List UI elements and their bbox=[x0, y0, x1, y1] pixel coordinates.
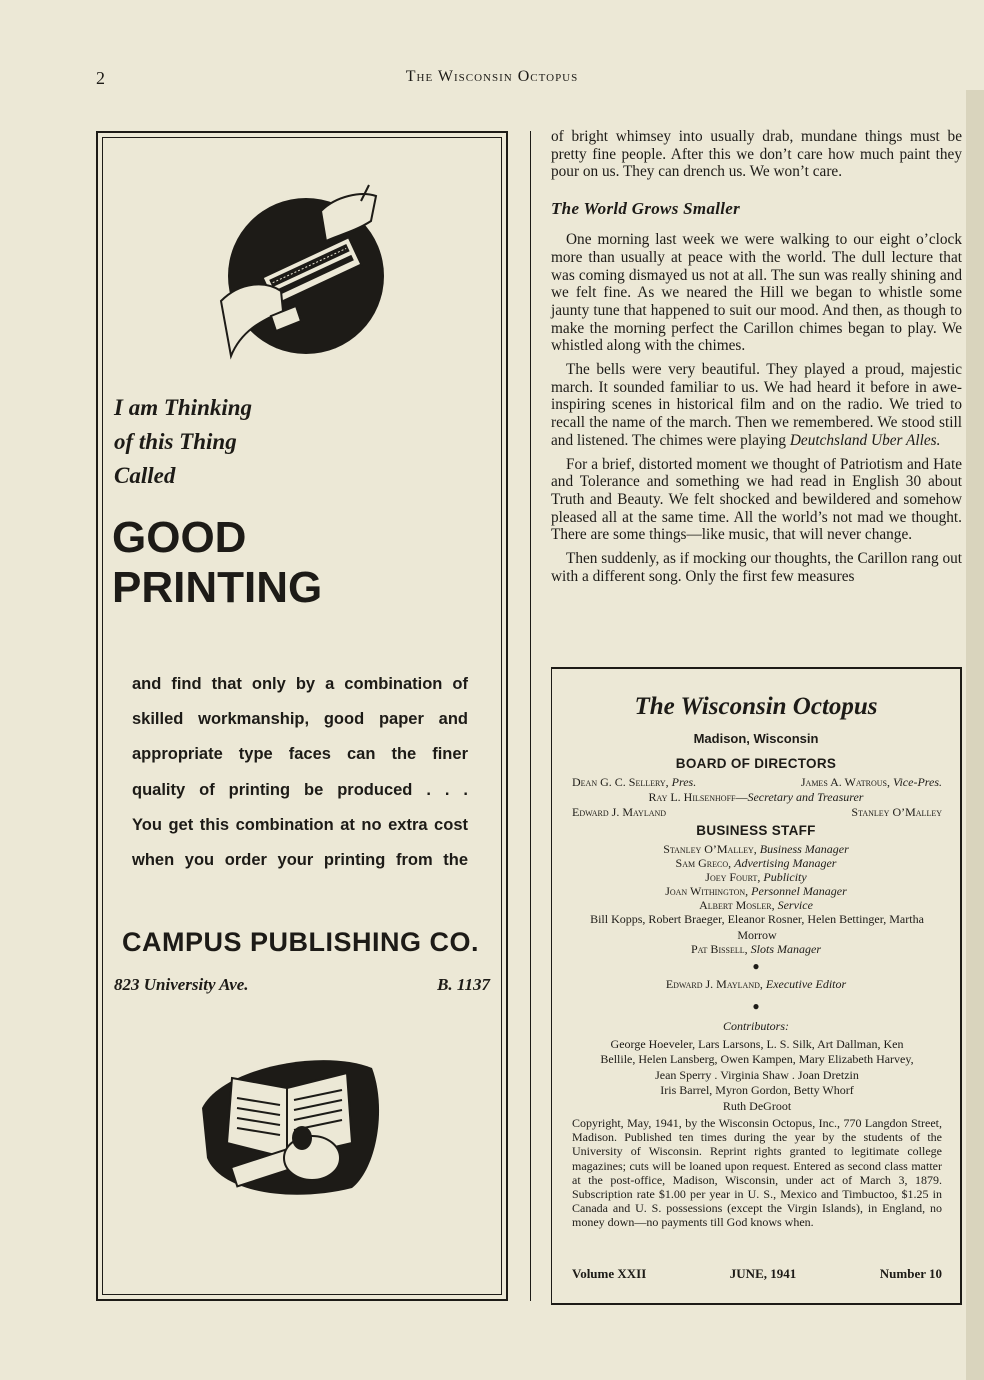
contributors-line: Jean Sperry . Virginia Shaw . Joan Dretzin bbox=[655, 1067, 859, 1082]
hands-setting-type-illustration bbox=[211, 181, 391, 361]
ad-thinking-line: of this Thing bbox=[114, 429, 237, 454]
staff-role: Slots Manager bbox=[750, 942, 822, 956]
contributors-line: Bellile, Helen Lansberg, Owen Kampen, Mary Elizabeth Harvey, bbox=[600, 1052, 914, 1067]
staff-entry bbox=[552, 942, 960, 958]
staff-heading: BUSINESS STAFF bbox=[696, 823, 816, 838]
contributors-label: Contributors: bbox=[722, 1019, 789, 1033]
board-vice-president bbox=[801, 775, 942, 790]
staff-name: Joey Fourt, bbox=[705, 870, 761, 884]
ad-address: 823 University Ave. bbox=[114, 975, 249, 994]
ad-company-name: CAMPUS PUBLISHING CO. bbox=[122, 927, 480, 957]
contributors-line: Ruth DeGroot bbox=[722, 1098, 792, 1113]
ad-thinking-text bbox=[114, 391, 252, 493]
ad-headline-line: GOOD bbox=[112, 513, 247, 562]
campus-publishing-ad bbox=[96, 131, 508, 1301]
volume-label: Volume XXII bbox=[572, 1266, 647, 1281]
board-name: James A. Watrous, bbox=[800, 775, 891, 789]
masthead-title: The Wisconsin Octopus bbox=[634, 693, 878, 720]
ad-thinking-line: I am Thinking bbox=[114, 395, 253, 420]
board-president bbox=[572, 775, 696, 790]
ad-body-line: and find that only by a combination of bbox=[132, 675, 468, 693]
article-paragraph: For a brief, distorted moment we thought of Patriotism and Hate and Tolerance and something we had read in English 30 about Truth and Beauty. We felt shocked and bewildered and somehow pleased all at the same time. All the world’s not mad we thought. There are some things—like music, that will never change. bbox=[551, 455, 962, 544]
contributors-list bbox=[572, 1037, 942, 1114]
article-paragraph: One morning last week we were walking to our eight o’clock more than usually at peace with the world. The dull lecture that was coming dismayed us not at all. The sun was really shining and we felt fine. As we neared the Hill we began to whistle some jaunty tune that happened to suit our mood. And then, as though to make the morning perfect the Carillon chimes began to play. We whistled along with the chimes. bbox=[551, 231, 962, 355]
article bbox=[551, 128, 962, 585]
ad-body-line: You get this combination at no extra cost bbox=[132, 815, 468, 834]
ad-body-line: skilled workmanship, good paper and bbox=[132, 710, 468, 729]
editor-name: Edward J. Mayland, bbox=[665, 977, 763, 991]
column-rule bbox=[530, 131, 531, 1301]
open-book-and-stamp-illustration bbox=[202, 1048, 382, 1198]
staff-name: Stanley O’Malley, bbox=[663, 842, 757, 856]
editor-entry bbox=[552, 977, 960, 993]
running-title: The Wisconsin Octopus bbox=[405, 68, 579, 85]
contributors-line: Iris Barrel, Myron Gordon, Betty Whorf bbox=[660, 1083, 854, 1098]
staff-role: Publicity bbox=[763, 870, 807, 884]
masthead-footer bbox=[572, 1266, 942, 1282]
ad-body-line: quality of printing be produced . . . bbox=[132, 780, 468, 799]
ad-phone: B. 1137 bbox=[437, 975, 490, 994]
staff-others: Bill Kopps, Robert Braeger, Eleanor Rosner, Helen Bettinger, Martha Morrow bbox=[590, 912, 924, 942]
staff-role: Business Manager bbox=[759, 842, 849, 856]
staff-name: Albert Mosler, bbox=[699, 898, 775, 912]
staff-role: Personnel Manager bbox=[751, 884, 847, 898]
board-role: Pres. bbox=[671, 775, 697, 789]
ad-thinking-line: Called bbox=[114, 463, 176, 488]
bullet-divider: ● bbox=[752, 999, 760, 1013]
issue-date: JUNE, 1941 bbox=[729, 1266, 797, 1281]
masthead-box bbox=[551, 667, 962, 1305]
ad-headline-line: PRINTING bbox=[112, 563, 323, 612]
board-secretary bbox=[552, 790, 960, 806]
song-title: Deutchsland Uber Alles. bbox=[789, 431, 941, 449]
page-edge-shadow bbox=[966, 90, 984, 1380]
article-paragraph bbox=[551, 361, 962, 450]
staff-name: Pat Bissell, bbox=[690, 942, 748, 956]
bullet-divider: ● bbox=[752, 959, 760, 973]
ad-headline bbox=[112, 513, 322, 613]
article-heading: The World Grows Smaller bbox=[551, 199, 741, 219]
board-member: Stanley O’Malley bbox=[851, 805, 942, 819]
ad-body-line: when you order your printing from the bbox=[132, 851, 468, 870]
ad-body-line: appropriate type faces can the finer bbox=[132, 745, 468, 764]
board-heading: BOARD OF DIRECTORS bbox=[675, 756, 837, 771]
staff-name: Joan Withington, bbox=[665, 884, 749, 898]
board-row bbox=[572, 775, 942, 790]
board-name: Dean G. C. Sellery, bbox=[572, 775, 669, 789]
page-number: 2 bbox=[96, 68, 105, 88]
board-name: Ray L. Hilsenhoff— bbox=[648, 790, 748, 804]
masthead-city: Madison, Wisconsin bbox=[693, 731, 819, 746]
board-role: Secretary and Treasurer bbox=[747, 790, 864, 804]
article-paragraph: of bright whimsey into usually drab, mundane things must be pretty fine people. After this we don’t care how much paint they pour on us. They can drench us. We won’t care. bbox=[551, 128, 962, 181]
staff-role: Service bbox=[777, 898, 813, 912]
staff-role: Advertising Manager bbox=[734, 856, 837, 870]
editor-role: Executive Editor bbox=[765, 977, 847, 991]
board-role: Vice-Pres. bbox=[893, 775, 942, 789]
article-paragraph: Then suddenly, as if mocking our thoughts, the Carillon rang out with a different song. Only the first few measures bbox=[551, 550, 962, 585]
ad-body-text bbox=[132, 667, 468, 878]
contributors-line: George Hoeveler, Lars Larsons, L. S. Silk, Art Dallman, Ken bbox=[610, 1037, 904, 1051]
staff-name: Sam Greco, bbox=[675, 856, 732, 870]
board-member: Edward J. Mayland bbox=[572, 805, 667, 819]
board-row bbox=[572, 805, 942, 820]
article-text: The bells were very beautiful. They played a proud, majestic march. It sounded familiar to us. We had heard it before in awe-inspiring scenes in historical film and on the radio. We tried to recall the name of the march. Then we remembered. We stood still and listened. The chimes were playing bbox=[551, 361, 962, 449]
issue-number: Number 10 bbox=[879, 1266, 942, 1281]
copyright-notice: Copyright, May, 1941, by the Wisconsin Octopus, Inc., 770 Langdon Street, Madison. Published ten times during the year by the students of the University of Wisconsin. Reprint rights granted to legitimate college magazines; cuts will be loaned upon request. Entered as second class matter at the post-office, Madison, Wisconsin, under act of March 3, 1879. Subscription rate $1.00 per year in U. S., Mexico and Timbuctoo, $1.25 in Canada and U. S. possessions (except the Virgin Islands), in England, no money down—no payments till God knows when. bbox=[572, 1116, 942, 1230]
